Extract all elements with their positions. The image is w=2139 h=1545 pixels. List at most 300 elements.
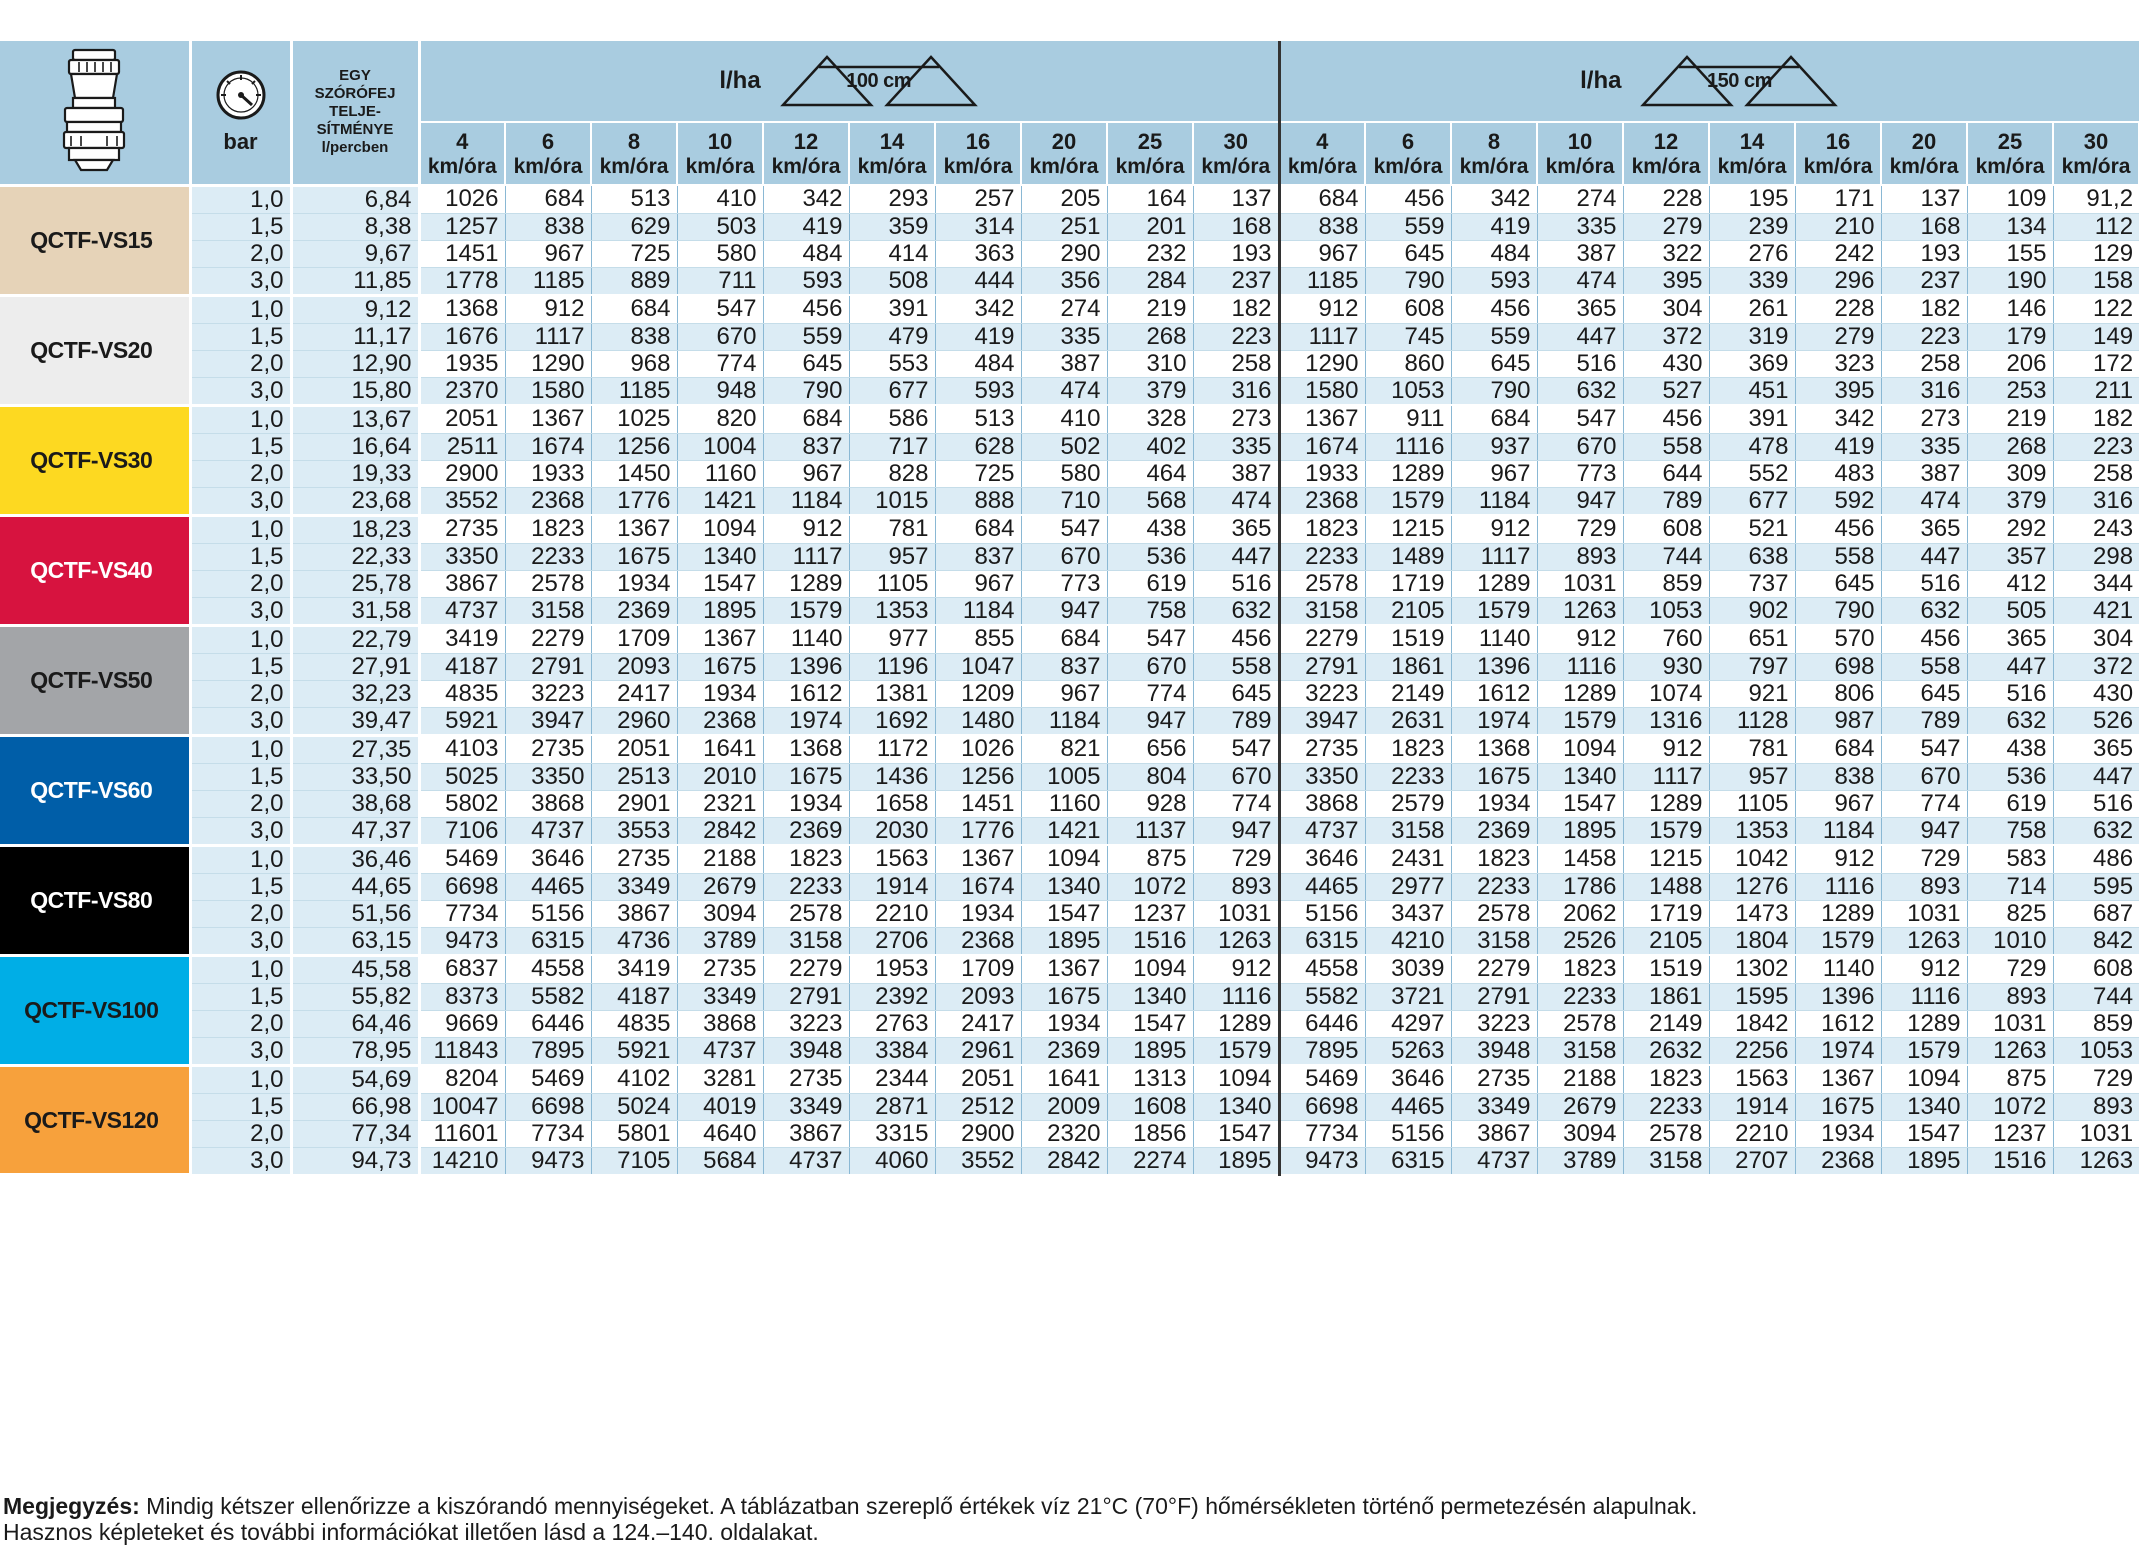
rate-cell-150cm: 6315 (1279, 927, 1365, 955)
rate-cell-150cm: 684 (1279, 185, 1365, 213)
rate-cell-100cm: 837 (1021, 653, 1107, 680)
pressure-cell: 2,0 (190, 900, 291, 927)
rate-cell-100cm: 1185 (591, 377, 677, 405)
rate-cell-150cm: 608 (1365, 295, 1451, 323)
rate-cell-150cm: 6698 (1279, 1093, 1365, 1120)
rate-cell-150cm: 2188 (1537, 1065, 1623, 1093)
rate-cell-150cm: 2105 (1365, 597, 1451, 625)
rate-cell-150cm: 651 (1709, 625, 1795, 653)
rate-cell-100cm: 290 (1021, 240, 1107, 267)
rate-cell-150cm: 1823 (1451, 845, 1537, 873)
rate-cell-100cm: 2735 (505, 735, 591, 763)
rate-cell-150cm: 893 (1537, 543, 1623, 570)
rate-cell-150cm: 632 (1537, 377, 1623, 405)
capacity-cell: 12,90 (291, 350, 419, 377)
rate-cell-100cm: 503 (677, 213, 763, 240)
rate-cell-150cm: 372 (2053, 653, 2139, 680)
rate-cell-150cm: 1042 (1709, 845, 1795, 873)
rate-cell-100cm: 1313 (1107, 1065, 1193, 1093)
nozzle-model-label: QCTF-VS120 (24, 1106, 159, 1133)
rate-cell-150cm: 758 (1967, 817, 2053, 845)
rate-cell-100cm: 967 (763, 460, 849, 487)
rate-cell-100cm: 268 (1107, 323, 1193, 350)
spacing-label: 100 cm (846, 70, 912, 92)
rate-cell-100cm: 456 (1193, 625, 1279, 653)
table-row (0, 983, 2139, 1010)
rate-cell-100cm: 789 (1193, 707, 1279, 735)
capacity-cell: 38,68 (291, 790, 419, 817)
rate-cell-150cm: 967 (1795, 790, 1881, 817)
table-row (0, 460, 2139, 487)
rate-cell-150cm: 4297 (1365, 1010, 1451, 1037)
rate-cell-100cm: 1117 (763, 543, 849, 570)
rate-cell-100cm: 670 (1107, 653, 1193, 680)
rate-cell-100cm: 912 (1193, 955, 1279, 983)
rate-cell-100cm: 1340 (1107, 983, 1193, 1010)
rate-cell-100cm: 2321 (677, 790, 763, 817)
rate-cell-100cm: 419 (763, 213, 849, 240)
rate-cell-100cm: 1516 (1107, 927, 1193, 955)
nozzle-model-cell (0, 735, 190, 845)
capacity-cell: 77,34 (291, 1120, 419, 1147)
rate-cell-150cm: 5156 (1279, 900, 1365, 927)
rate-cell-100cm: 593 (935, 377, 1021, 405)
rate-cell-100cm: 553 (849, 350, 935, 377)
capacity-cell: 8,38 (291, 213, 419, 240)
rate-cell-100cm: 2842 (1021, 1147, 1107, 1175)
rate-cell-150cm: 304 (1623, 295, 1709, 323)
rate-cell-150cm: 2210 (1709, 1120, 1795, 1147)
rate-cell-100cm: 1116 (1193, 983, 1279, 1010)
speed-unit: km/óra (1459, 154, 1529, 178)
speed-value: 4 (1316, 128, 1329, 154)
rate-cell-150cm: 687 (2053, 900, 2139, 927)
rate-cell-150cm: 1786 (1537, 873, 1623, 900)
rate-cell-100cm: 379 (1107, 377, 1193, 405)
rate-cell-150cm: 474 (1881, 487, 1967, 515)
rate-cell-150cm: 316 (1881, 377, 1967, 405)
rate-cell-100cm: 328 (1107, 405, 1193, 433)
rate-cell-100cm: 2578 (763, 900, 849, 927)
pressure-cell: 1,5 (190, 543, 291, 570)
rate-cell-150cm: 536 (1967, 763, 2053, 790)
rate-cell-100cm: 516 (1193, 570, 1279, 597)
rate-cell-100cm: 3223 (505, 680, 591, 707)
rate-cell-150cm: 419 (1451, 213, 1537, 240)
rate-cell-100cm: 484 (935, 350, 1021, 377)
rate-cell-150cm: 516 (2053, 790, 2139, 817)
rate-cell-100cm: 3867 (763, 1120, 849, 1147)
rate-cell-100cm: 1675 (763, 763, 849, 790)
rate-cell-100cm: 5802 (419, 790, 505, 817)
rate-cell-100cm: 645 (763, 350, 849, 377)
rate-cell-100cm: 4737 (505, 817, 591, 845)
rate-cell-150cm: 1074 (1623, 680, 1709, 707)
rate-cell-150cm: 547 (1881, 735, 1967, 763)
rate-cell-150cm: 592 (1795, 487, 1881, 515)
rate-cell-100cm: 1367 (677, 625, 763, 653)
rate-cell-100cm: 1184 (763, 487, 849, 515)
rate-cell-150cm: 357 (1967, 543, 2053, 570)
rate-cell-100cm: 1340 (1193, 1093, 1279, 1120)
rate-cell-150cm: 3867 (1451, 1120, 1537, 1147)
rate-cell-150cm: 1263 (1881, 927, 1967, 955)
rate-cell-150cm: 2526 (1537, 927, 1623, 955)
capacity-cell: 55,82 (291, 983, 419, 1010)
rate-cell-150cm: 516 (1537, 350, 1623, 377)
rate-cell-150cm: 2791 (1451, 983, 1537, 1010)
rate-cell-150cm: 1842 (1709, 1010, 1795, 1037)
rate-cell-100cm: 1289 (763, 570, 849, 597)
rate-cell-100cm: 274 (1021, 295, 1107, 323)
rate-cell-150cm: 912 (1623, 735, 1709, 763)
rate-cell-100cm: 2513 (591, 763, 677, 790)
rate-cell-100cm: 419 (935, 323, 1021, 350)
rate-cell-150cm: 146 (1967, 295, 2053, 323)
rate-cell-150cm: 182 (1881, 295, 1967, 323)
rate-cell-100cm: 9473 (505, 1147, 591, 1175)
capacity-cell: 66,98 (291, 1093, 419, 1120)
pressure-cell: 3,0 (190, 1037, 291, 1065)
rate-cell-100cm: 2735 (763, 1065, 849, 1093)
rate-cell-100cm: 1237 (1107, 900, 1193, 927)
rate-cell-100cm: 684 (1021, 625, 1107, 653)
rate-cell-150cm: 1215 (1623, 845, 1709, 873)
rate-cell-150cm: 859 (1623, 570, 1709, 597)
rate-cell-100cm: 3868 (505, 790, 591, 817)
rate-cell-100cm: 1340 (1021, 873, 1107, 900)
rate-cell-150cm: 619 (1967, 790, 2053, 817)
rate-cell-150cm: 1289 (1537, 680, 1623, 707)
speed-value: 16 (965, 128, 991, 154)
rate-cell-100cm: 828 (849, 460, 935, 487)
rate-cell-150cm: 4737 (1279, 817, 1365, 845)
speed-header (1881, 122, 1967, 185)
capacity-line: TELJE- (329, 103, 381, 121)
rate-cell-100cm: 804 (1107, 763, 1193, 790)
rate-cell-100cm: 1290 (505, 350, 591, 377)
rate-cell-100cm: 1856 (1107, 1120, 1193, 1147)
table-row (0, 240, 2139, 267)
rate-cell-100cm: 1004 (677, 433, 763, 460)
rate-cell-150cm: 1974 (1795, 1037, 1881, 1065)
rate-cell-150cm: 1276 (1709, 873, 1795, 900)
rate-cell-100cm: 1026 (419, 185, 505, 213)
speed-unit: km/óra (943, 154, 1013, 178)
nozzle-model-cell (0, 515, 190, 625)
rate-cell-150cm: 456 (1881, 625, 1967, 653)
rate-cell-100cm: 410 (1021, 405, 1107, 433)
rate-cell-150cm: 1289 (1365, 460, 1451, 487)
rate-cell-100cm: 2960 (591, 707, 677, 735)
speed-unit: km/óra (857, 154, 927, 178)
rate-cell-100cm: 6698 (419, 873, 505, 900)
rate-cell-100cm: 1451 (935, 790, 1021, 817)
speed-unit: km/óra (1115, 154, 1185, 178)
rate-label: l/ha (1580, 67, 1622, 94)
rate-cell-150cm: 2233 (1451, 873, 1537, 900)
speed-unit: km/óra (427, 154, 497, 178)
rate-cell-150cm: 134 (1967, 213, 2053, 240)
rate-cell-150cm: 211 (2053, 377, 2139, 405)
rate-cell-100cm: 2763 (849, 1010, 935, 1037)
rate-cell-150cm: 379 (1967, 487, 2053, 515)
rate-cell-100cm: 410 (677, 185, 763, 213)
rate-cell-100cm: 4835 (419, 680, 505, 707)
rate-cell-100cm: 310 (1107, 350, 1193, 377)
rate-cell-100cm: 1451 (419, 240, 505, 267)
spacing-label: 150 cm (1707, 70, 1772, 92)
rate-cell-100cm: 2051 (935, 1065, 1021, 1093)
table-body (0, 185, 2139, 1175)
speed-value: 25 (1137, 128, 1163, 154)
rate-cell-100cm: 6446 (505, 1010, 591, 1037)
rate-cell-150cm: 421 (2053, 597, 2139, 625)
pressure-cell: 1,0 (190, 735, 291, 763)
rate-cell-100cm: 1895 (677, 597, 763, 625)
rate-cell-100cm: 684 (505, 185, 591, 213)
speed-value: 8 (627, 128, 641, 154)
rate-cell-100cm: 2900 (419, 460, 505, 487)
rate-cell-150cm: 860 (1365, 350, 1451, 377)
rate-cell-150cm: 1823 (1365, 735, 1451, 763)
rate-cell-150cm: 2977 (1365, 873, 1451, 900)
rate-cell-100cm: 363 (935, 240, 1021, 267)
rate-cell-150cm: 593 (1451, 267, 1537, 295)
rate-cell-100cm: 3868 (677, 1010, 763, 1037)
rate-cell-150cm: 1934 (1451, 790, 1537, 817)
rate-cell-100cm: 725 (591, 240, 677, 267)
rate-cell-100cm: 11601 (419, 1120, 505, 1147)
rate-cell-100cm: 1547 (1107, 1010, 1193, 1037)
rate-cell-150cm: 1473 (1709, 900, 1795, 927)
spray-nozzle-icon (59, 48, 129, 172)
capacity-cell: 19,33 (291, 460, 419, 487)
rate-cell-100cm: 1025 (591, 405, 677, 433)
rate-cell-150cm: 323 (1795, 350, 1881, 377)
capacity-cell: 39,47 (291, 707, 419, 735)
pressure-cell: 3,0 (190, 267, 291, 295)
rate-cell-150cm: 2631 (1365, 707, 1451, 735)
rate-cell-150cm: 109 (1967, 185, 2053, 213)
rate-cell-100cm: 677 (849, 377, 935, 405)
capacity-cell: 18,23 (291, 515, 419, 543)
rate-cell-150cm: 729 (1881, 845, 1967, 873)
speed-header (1107, 122, 1193, 185)
rate-cell-150cm: 2279 (1279, 625, 1365, 653)
rate-cell-150cm: 1215 (1365, 515, 1451, 543)
nozzle-model-label: QCTF-VS30 (30, 447, 153, 473)
rate-cell-100cm: 629 (591, 213, 677, 240)
speed-value: 30 (1223, 128, 1248, 154)
rate-cell-100cm: 1608 (1107, 1093, 1193, 1120)
rate-cell-100cm: 1367 (591, 515, 677, 543)
speed-value: 25 (1997, 128, 2023, 154)
rate-cell-100cm: 1256 (935, 763, 1021, 790)
speed-header (591, 122, 677, 185)
rate-cell-100cm: 1368 (419, 295, 505, 323)
rate-cell-100cm: 875 (1107, 845, 1193, 873)
rate-cell-100cm: 580 (677, 240, 763, 267)
pressure-cell: 2,0 (190, 1120, 291, 1147)
rate-cell-100cm: 4736 (591, 927, 677, 955)
rate-cell-100cm: 2233 (763, 873, 849, 900)
rate-cell-100cm: 5469 (419, 845, 505, 873)
rate-cell-100cm: 1709 (935, 955, 1021, 983)
rate-cell-100cm: 2900 (935, 1120, 1021, 1147)
rate-cell-150cm: 342 (1795, 405, 1881, 433)
capacity-cell: 27,91 (291, 653, 419, 680)
rate-cell-150cm: 1823 (1623, 1065, 1709, 1093)
rate-cell-100cm: 947 (1021, 597, 1107, 625)
rate-cell-100cm: 725 (935, 460, 1021, 487)
rate-cell-100cm: 1658 (849, 790, 935, 817)
rate-cell-150cm: 3223 (1279, 680, 1365, 707)
rate-cell-100cm: 1953 (849, 955, 935, 983)
rate-cell-100cm: 1674 (505, 433, 591, 460)
rate-cell-100cm: 2791 (763, 983, 849, 1010)
rate-cell-150cm: 893 (2053, 1093, 2139, 1120)
rate-cell-150cm: 1340 (1537, 763, 1623, 790)
rate-cell-100cm: 335 (1021, 323, 1107, 350)
rate-cell-100cm: 1547 (677, 570, 763, 597)
rate-cell-150cm: 1719 (1623, 900, 1709, 927)
rate-cell-150cm: 2735 (1451, 1065, 1537, 1093)
rate-cell-100cm: 3419 (591, 955, 677, 983)
rate-cell-150cm: 430 (1623, 350, 1709, 377)
rate-cell-100cm: 1579 (763, 597, 849, 625)
rate-cell-150cm: 1612 (1451, 680, 1537, 707)
rate-cell-100cm: 1256 (591, 433, 677, 460)
speed-value: 8 (1487, 128, 1501, 154)
rate-cell-100cm: 444 (935, 267, 1021, 295)
pressure-cell: 1,5 (190, 1093, 291, 1120)
footnote (3, 1493, 2139, 1545)
speed-header (763, 122, 849, 185)
rate-cell-150cm: 279 (1623, 213, 1709, 240)
pressure-cell: 1,0 (190, 1065, 291, 1093)
capacity-line: SÍTMÉNYE (316, 121, 394, 139)
rate-cell-150cm: 1516 (1967, 1147, 2053, 1175)
rate-cell-150cm: 645 (1365, 240, 1451, 267)
rate-cell-100cm: 1172 (849, 735, 935, 763)
rate-cell-150cm: 1719 (1365, 570, 1451, 597)
rate-cell-150cm: 387 (1537, 240, 1623, 267)
rate-cell-150cm: 3646 (1365, 1065, 1451, 1093)
rate-cell-100cm: 7734 (505, 1120, 591, 1147)
rate-cell-150cm: 258 (1881, 350, 1967, 377)
rate-cell-100cm: 1257 (419, 213, 505, 240)
rate-cell-150cm: 677 (1709, 487, 1795, 515)
rate-cell-100cm: 1026 (935, 735, 1021, 763)
rate-cell-150cm: 1579 (1623, 817, 1709, 845)
rate-cell-100cm: 967 (935, 570, 1021, 597)
rate-cell-100cm: 1935 (419, 350, 505, 377)
rate-cell-150cm: 483 (1795, 460, 1881, 487)
rate-cell-100cm: 513 (935, 405, 1021, 433)
speed-header (419, 122, 505, 185)
capacity-cell: 31,58 (291, 597, 419, 625)
rate-cell-150cm: 1563 (1709, 1065, 1795, 1093)
rate-cell-100cm: 2679 (677, 873, 763, 900)
rate-cell-100cm: 484 (763, 240, 849, 267)
capacity-cell: 11,85 (291, 267, 419, 295)
rate-cell-100cm: 137 (1193, 185, 1279, 213)
speed-unit: km/óra (2061, 154, 2131, 178)
rate-cell-150cm: 1105 (1709, 790, 1795, 817)
rate-cell-150cm: 2256 (1709, 1037, 1795, 1065)
rate-cell-100cm: 1367 (935, 845, 1021, 873)
rate-cell-100cm: 1934 (1021, 1010, 1107, 1037)
rate-cell-150cm: 1140 (1451, 625, 1537, 653)
rate-cell-100cm: 273 (1193, 405, 1279, 433)
rate-cell-150cm: 387 (1881, 460, 1967, 487)
table-row (0, 543, 2139, 570)
table-row (0, 927, 2139, 955)
rate-cell-100cm: 619 (1107, 570, 1193, 597)
rate-cell-100cm: 2961 (935, 1037, 1021, 1065)
rate-cell-150cm: 3948 (1451, 1037, 1537, 1065)
rate-cell-150cm: 3349 (1451, 1093, 1537, 1120)
rate-cell-100cm: 1934 (677, 680, 763, 707)
rate-cell-100cm: 1895 (1193, 1147, 1279, 1175)
rate-cell-150cm: 737 (1709, 570, 1795, 597)
table-row (0, 1147, 2139, 1175)
rate-cell-100cm: 593 (763, 267, 849, 295)
rate-cell-100cm: 3867 (419, 570, 505, 597)
rate-cell-100cm: 1047 (935, 653, 1021, 680)
rate-cell-100cm: 3789 (677, 927, 763, 955)
rate-cell-100cm: 4737 (763, 1147, 849, 1175)
rate-cell-100cm: 790 (763, 377, 849, 405)
rate-cell-150cm: 1974 (1451, 707, 1537, 735)
nozzle-model-label: QCTF-VS80 (30, 887, 153, 913)
rate-cell-150cm: 1302 (1709, 955, 1795, 983)
rate-cell-150cm: 1804 (1709, 927, 1795, 955)
rate-cell-150cm: 242 (1795, 240, 1881, 267)
rate-cell-100cm: 2320 (1021, 1120, 1107, 1147)
rate-cell-100cm: 773 (1021, 570, 1107, 597)
rate-cell-100cm: 402 (1107, 433, 1193, 460)
rate-cell-100cm: 580 (1021, 460, 1107, 487)
nozzle-model-cell (0, 1065, 190, 1175)
speed-value: 30 (2083, 128, 2109, 154)
rate-cell-150cm: 595 (2053, 873, 2139, 900)
rate-cell-150cm: 912 (1451, 515, 1537, 543)
rate-cell-100cm: 838 (505, 213, 591, 240)
rate-cell-150cm: 790 (1365, 267, 1451, 295)
rate-cell-150cm: 1519 (1365, 625, 1451, 653)
rate-cell-100cm: 1933 (505, 460, 591, 487)
rate-cell-100cm: 284 (1107, 267, 1193, 295)
rate-cell-100cm: 4465 (505, 873, 591, 900)
rate-cell-100cm: 684 (591, 295, 677, 323)
rate-cell-150cm: 937 (1451, 433, 1537, 460)
rate-cell-150cm: 558 (1881, 653, 1967, 680)
capacity-cell: 22,79 (291, 625, 419, 653)
pressure-cell: 1,0 (190, 295, 291, 323)
rate-cell-150cm: 558 (1623, 433, 1709, 460)
rate-cell-100cm: 168 (1193, 213, 1279, 240)
table-row (0, 1093, 2139, 1120)
rate-cell-150cm: 3158 (1451, 927, 1537, 955)
rate-cell-100cm: 1641 (1021, 1065, 1107, 1093)
rate-cell-150cm: 1595 (1709, 983, 1795, 1010)
rate-cell-100cm: 684 (763, 405, 849, 433)
rate-cell-150cm: 237 (1881, 267, 1967, 295)
pressure-cell: 3,0 (190, 927, 291, 955)
rate-cell-150cm: 3158 (1365, 817, 1451, 845)
